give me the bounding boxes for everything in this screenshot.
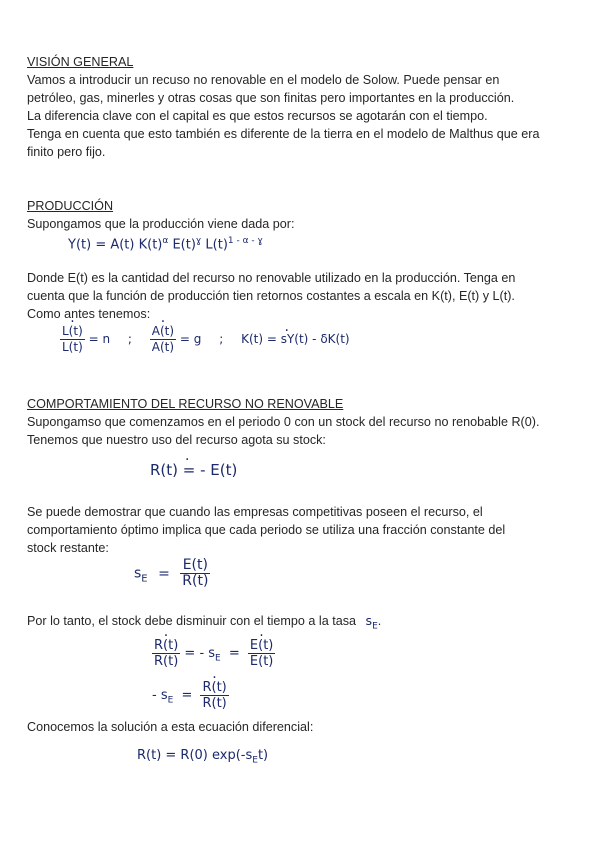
resource-line: stock restante: [27,541,109,555]
production-function-equation: Y(t) = A(t) $K(t)^\alpha$ $E(t)^ɣ$ $L(t)^{1 - \alpha - ɣ}$ [68,236,263,253]
production-line: Donde E(t) es la cantidad del recurso no renovable utilizado en la producción. Tenga en [27,271,516,285]
resource-depletion-equation: · R(t) = - E(t) [150,461,237,479]
solution-equation: R(t) = R(0) $\exp(-s_Et)$ [137,748,269,766]
growth-rate-equation: · $\frac{R(t)}{R(t)}$ = - $s_E$ = · $\frac{E(t)}{E(t)}$ [152,638,275,669]
production-line: Como antes tenemos: [27,307,151,321]
overview-heading: VISIÓN GENERAL [27,55,134,69]
growth-equations: · $\frac{L(t)}{L(t)}$ = n ; · $\frac{A(t)}{A(t)}$ = g ; · K(t) = sY(t) - δK(t) [60,324,350,355]
overview-line: Vamos a introducir un recuso no renovable en el modelo de Solow. Puede pensar en [27,73,500,87]
overview-line: Tenga en cuenta que esto también es diferente de la tierra en el modelo de Malthus que era [27,127,540,141]
overview-line: petróleo, gas, minerles y otras cosas que son finitas pero importantes en la producción. [27,91,515,105]
overview-line: finito pero fijo. [27,145,106,159]
resource-line: comportamiento óptimo implica que cada periodo se utiliza una fracción constante del [27,523,506,537]
extraction-rate-equation: $s_E$ = $\frac{E(t)}{R(t)}$ [134,557,209,589]
production-heading: PRODUCCIÓN [27,199,114,213]
production-line: cuenta que la función de producción tien retornos costantes a escala en K(t), E(t) y L(t). [27,289,515,303]
rate-sentence: Por lo tanto, el stock debe disminuir con el tiempo a la tasa $s_E$. [27,613,382,632]
resource-line: Se puede demostrar que cuando las empresas competitivas poseen el recurso, el [27,505,483,519]
resource-line: Supongamso que comenzamos en el periodo 0 con un stock del recurso no renobable R(0). [27,415,540,429]
negative-rate-equation: - $s_E$ = · $\frac{R(t)}{R(t)}$ [152,680,229,711]
production-intro: Supongamos que la producción viene dada por: [27,217,295,231]
resource-heading: COMPORTAMIENTO DEL RECURSO NO RENOVABLE [27,397,344,411]
solution-intro: Conocemos la solución a esta ecuación diferencial: [27,720,314,734]
resource-line: Tenemos que nuestro uso del recurso agota su stock: [27,433,326,447]
overview-line: La diferencia clave con el capital es que estos recursos se agotarán con el tiempo. [27,109,488,123]
